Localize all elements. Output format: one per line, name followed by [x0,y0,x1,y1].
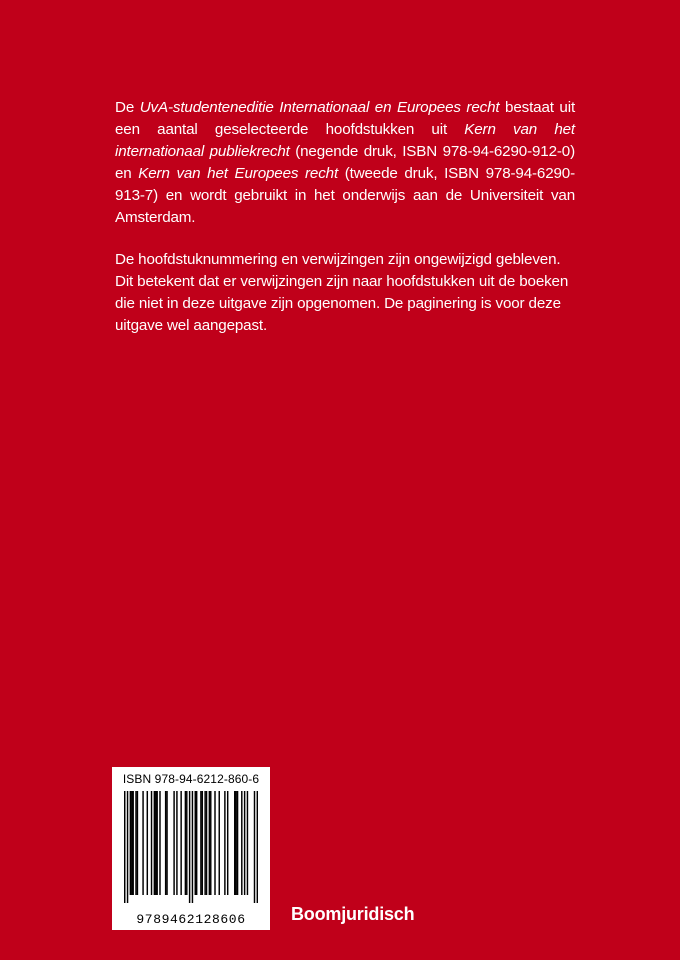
barcode-bar [189,791,190,903]
barcode-bar [165,791,166,895]
barcode-bar [176,791,177,895]
barcode-bar [154,791,155,895]
barcode-bar [130,791,131,895]
barcode-bar [247,791,248,895]
ean-digits: 9789462128606 [136,912,246,927]
barcode-bar [137,791,138,895]
edition-title: UvA-studenteneditie Internationaal en Europees recht [139,99,500,116]
barcode-bar [244,791,245,895]
barcode-bars [124,791,258,903]
blurb-paragraph-2: De hoofdstuknummering en verwijzingen zijn ongewijzigd gebleven. Dit betekent dat er verwijzingen zijn naar hoofdstukken uit de boeken die niet in deze uitgave zijn opgenomen. De paginering is voor deze uitgave wel aangepast. [115,251,569,334]
barcode-bar [202,791,203,895]
blurb-paragraph-1 [115,97,575,229]
barcode-bar [173,791,174,895]
barcode-bar [185,791,186,895]
barcode-bar [166,791,167,895]
barcode-bar [206,791,207,895]
barcode-bar [155,791,156,895]
barcode-bar [257,791,258,903]
barcode-label [112,767,270,930]
barcode-bar [204,791,205,895]
barcode-bar [214,791,215,895]
isbn-label: ISBN 978-94-6212-860-6 [122,772,260,786]
barcode-bar [241,791,242,895]
barcode-bar [142,791,143,895]
blurb-text-run: De [115,99,140,116]
barcode-bar [254,791,255,903]
barcode-bar [131,791,132,895]
barcode-bar [192,791,193,903]
blurb-text-run: (tweede druk, ISBN 978-94-6290-913-7) en wordt gebruikt in het onderwijs aan de Universiteit van Amsterdam. [115,165,575,226]
blurb-text-run: (negende druk, ISBN 978-94-6290-912-0) en [115,143,575,182]
barcode-bar [147,791,148,895]
source-book-title-1: Kern van het internationaal publiekrecht [115,121,575,160]
barcode-bar [209,791,210,895]
barcode-bar [235,791,236,895]
barcode-bar [234,791,235,895]
barcode-bar [210,791,211,895]
barcode-bar [237,791,238,895]
blurb-text-run: bestaat uit een aantal geselecteerde hoofdstukken uit [115,99,576,138]
barcode-bar [195,791,196,895]
barcode-bar [132,791,133,895]
barcode-bar [159,791,160,895]
publisher-logo: Boomjuridisch [291,904,415,924]
barcode-bar [186,791,187,895]
barcode-bar [151,791,152,895]
barcode-bar [156,791,157,895]
barcode-bar [200,791,201,895]
barcode-bar [124,791,125,903]
barcode-bar [224,791,225,895]
blurb-text [115,97,575,357]
barcode-bar [219,791,220,895]
barcode-bar [127,791,128,903]
barcode-bar [135,791,136,895]
barcode-bar [196,791,197,895]
barcode-bar [227,791,228,895]
source-book-title-2: Kern van het Europees recht [138,165,339,182]
barcode-bar [180,791,181,895]
